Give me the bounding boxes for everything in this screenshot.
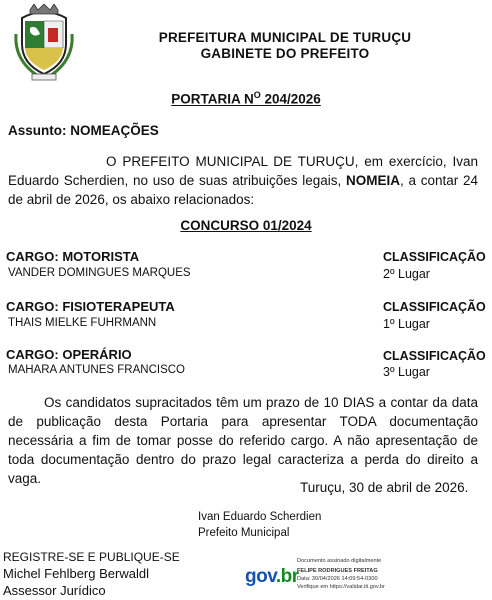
cargo-title-fisioterapeuta: CARGO: FISIOTERAPEUTA (6, 299, 175, 314)
signatory-name: Ivan Eduardo Scherdien (198, 511, 322, 523)
classification-value: 2º Lugar (383, 267, 430, 281)
intro-nomeia: NOMEIA (346, 173, 401, 188)
municipal-crest-icon (12, 4, 76, 82)
intro-text-1: O PREFEITO MUNICIPAL DE TURUÇU, em exercício, Ivan Eduardo Scherdien, no uso de suas atribuições legais, (8, 154, 478, 188)
cargo-name-motorista: VANDER DOMINGUES MARQUES (8, 267, 191, 279)
govbr-logo-gov: gov (245, 566, 276, 587)
classification-label: CLASSIFICAÇÃO (383, 349, 486, 363)
deadline-paragraph (8, 393, 478, 488)
concurso-title: CONCURSO 01/2024 (180, 218, 312, 233)
portaria-superscript: O (253, 90, 261, 100)
lawyer-name: Michel Fehlberg Berwaldl (3, 566, 149, 581)
classification-value: 3º Lugar (383, 365, 430, 379)
classification-label: CLASSIFICAÇÃO (383, 250, 486, 264)
dateline: Turuçu, 30 de abril de 2026. (300, 480, 469, 495)
govbr-logo (245, 566, 299, 588)
portaria-prefix: PORTARIA N (171, 91, 254, 107)
cargo-name-operario: MAHARA ANTUNES FRANCISCO (8, 364, 185, 376)
intro-paragraph (8, 152, 478, 209)
govbr-logo-br: .br (275, 566, 299, 587)
assunto-heading: Assunto: NOMEAÇÕES (8, 123, 159, 138)
lawyer-role: Assessor Jurídico (3, 583, 106, 598)
cargo-title-operario: CARGO: OPERÁRIO (6, 347, 132, 362)
govbr-signature-stamp (245, 558, 485, 596)
govbr-signed-date: Data: 30/04/2026 14:09:54-0300 (297, 576, 378, 582)
classification-label: CLASSIFICAÇÃO (383, 300, 486, 314)
govbr-signed-label: Documento assinado digitalmente (297, 558, 382, 564)
classification-value: 1º Lugar (383, 317, 430, 331)
header-prefeitura: PREFEITURA MUNICIPAL DE TURUÇU (158, 30, 412, 45)
govbr-verify-link[interactable]: Verifique em https://validar.iti.gov.br (297, 584, 385, 590)
cargo-name-fisioterapeuta: THAIS MIELKE FUHRMANN (8, 317, 157, 329)
deadline-text: Os candidatos supracitados têm um prazo de 10 DIAS a contar da data de publicação desta Portaria para apresentar TODA documentação necessária a fim de tomar posse do referido cargo. A não apresentação de toda documentação dentro do prazo legal caracteriza a perda do direito a vaga. (8, 395, 478, 486)
cargo-title-motorista: CARGO: MOTORISTA (6, 249, 140, 264)
intro-text-2: , a contar 24 de abril de 2026, os abaixo relacionados: (8, 173, 478, 207)
header-gabinete: GABINETE DO PREFEITO (200, 46, 370, 61)
signatory-role: Prefeito Municipal (198, 527, 290, 539)
portaria-title (0, 90, 492, 107)
registre-publique: REGISTRE-SE E PUBLIQUE-SE (3, 550, 180, 564)
govbr-signer-name: FELIPE RODRIGUES FREITAG (297, 568, 378, 574)
portaria-number: 204/2026 (260, 91, 321, 107)
